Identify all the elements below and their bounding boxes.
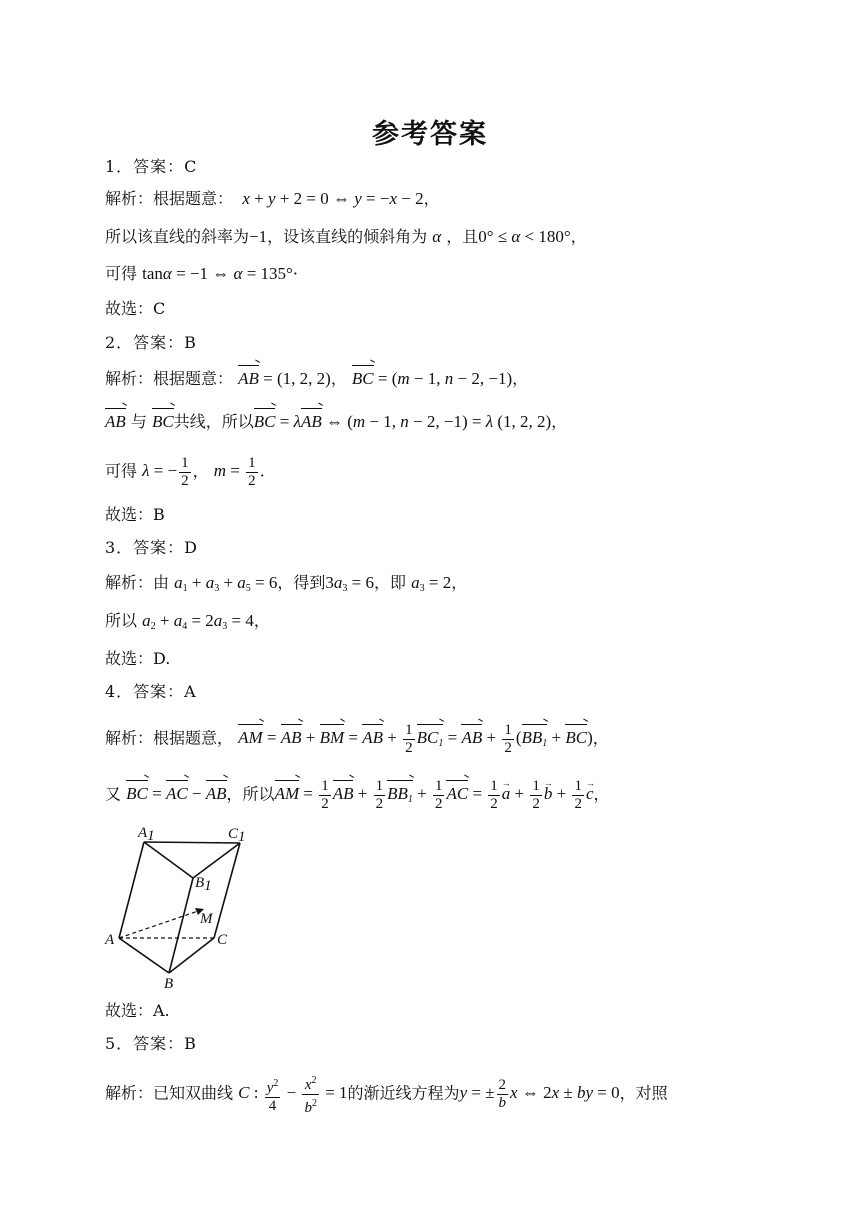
q4-choice: 故选：A. bbox=[105, 1001, 170, 1020]
q3-sum-eq: $a_1 + a_3 + a_5 = 6$ bbox=[174, 573, 278, 594]
q1-result-prefix: 可得 bbox=[105, 264, 138, 283]
q3-choice: 故选：D. bbox=[105, 649, 171, 668]
q1-answer: 1．答案：C bbox=[105, 157, 198, 176]
q3-analysis-prefix: 解析：由 bbox=[105, 573, 170, 592]
q2-bc: BC bbox=[152, 412, 174, 431]
q1-slope-text: 所以该直线的斜率为 bbox=[105, 227, 250, 246]
q2-with-text: 与 bbox=[130, 412, 147, 431]
q5-answer: 5．答案：B bbox=[105, 1034, 197, 1053]
q4-am-result: AM = $\frac{1}{2}$ AB + $\frac{1}{2}$ $BB_1$ + $\frac{1}{2}$ AC = $\frac{1}{2}$ a → + $\frac{1}{2}$ b → + $\frac{1}{2}$ c → bbox=[275, 784, 594, 803]
edge-a1c1 bbox=[144, 842, 240, 843]
q4-am-expansion: AM = AB + BM = AB + $\frac{1}{2}$ $BC_1$ = AB + $\frac{1}{2}$ $(BB_1 + BC)$ bbox=[238, 722, 593, 756]
q3-result-line: 所以 $a_2 + a_4 = 2a_3 = 4$， bbox=[105, 611, 270, 632]
edge-ab bbox=[119, 938, 169, 973]
q3-analysis: 解析：由 $a_1 + a_3 + a_5 = 6$，得到$3a_3 = 6$，即 $a_3 = 2$， bbox=[105, 573, 468, 594]
q5-analysis bbox=[105, 1072, 668, 1117]
q2-result-line: 可得 λ = − $\frac{1}{2}$ ， m = $\frac{1}{2}$ . bbox=[105, 455, 265, 489]
q5-end-text: ，对照 bbox=[619, 1083, 668, 1103]
q2-choice: 故选：B bbox=[105, 505, 165, 524]
q4-analysis-prefix: 解析：根据题意， bbox=[105, 728, 234, 748]
q2-vector-bc: BC = (m − 1, n − 2, −1) bbox=[352, 369, 512, 388]
q3-ie-text: ，即 bbox=[374, 573, 407, 592]
prism-figure bbox=[100, 820, 260, 990]
label-c1: C1 bbox=[228, 826, 246, 845]
q1-analysis-prefix: 解析：根据题意： bbox=[105, 189, 234, 208]
label-c: C bbox=[217, 932, 228, 948]
segment-am-hidden bbox=[119, 909, 204, 938]
q3-get-text: ，得到 bbox=[277, 573, 326, 592]
q1-result-line: 可得 tanα = −1 ⇔ α = 135°· bbox=[105, 264, 298, 283]
q5-analysis-prefix: 解析：已知双曲线 bbox=[105, 1083, 234, 1103]
edge-b1b bbox=[169, 878, 193, 973]
q2-collinear-line: AB 与 BC共线，所以BC = λAB ⇔ (m − 1, n − 2, −1) = λ (1, 2, 2)， bbox=[105, 410, 567, 434]
q1-choice: 故选：C bbox=[105, 299, 166, 318]
q1-angle-text: ，设该直线的倾斜角为 bbox=[267, 227, 428, 246]
q3-3a3: $3a_3 = 6$ bbox=[325, 573, 374, 594]
page-title: 参考答案 bbox=[372, 119, 488, 150]
q5-asymptote: y = ± $\frac{2}{b}$ x ⇔ 2x ± by = 0 bbox=[459, 1077, 620, 1111]
q1-slope-line: 所以该直线的斜率为−1，设该直线的倾斜角为 α ，且0° ≤ α < 180°， bbox=[105, 227, 587, 246]
q2-vector-ab: AB = (1, 2, 2) bbox=[238, 369, 331, 388]
label-m: M bbox=[200, 911, 213, 927]
q1-and-text: ，且 bbox=[446, 227, 479, 246]
q4-analysis: 解析：根据题意， AM = AB + BM = AB + $\frac{1}{2}$ $BC_1$ = AB + $\frac{1}{2}$ $(BB_1 + BC)$， bbox=[105, 722, 609, 756]
q4-bc-eq: BC = AC − AB bbox=[126, 784, 226, 803]
edge-c1c bbox=[214, 843, 240, 938]
label-a: A bbox=[105, 932, 115, 948]
q2-collinear-text: 共线，所以 bbox=[173, 412, 254, 431]
q2-result-prefix: 可得 bbox=[105, 461, 138, 481]
q3-a3: $a_3 = 2$ bbox=[411, 573, 452, 594]
q1-result: tanα = −1 ⇔ α = 135° bbox=[142, 264, 293, 283]
q3-answer: 3．答案：D bbox=[105, 538, 199, 557]
q4-answer: 4．答案：A bbox=[105, 682, 197, 701]
q1-alpha: α bbox=[432, 227, 442, 246]
q4-so-text: ，所以 bbox=[226, 784, 275, 804]
q3-result-prefix: 所以 bbox=[105, 611, 138, 630]
edge-a1b1 bbox=[144, 842, 193, 878]
q3-result: $a_2 + a_4 = 2a_3 = 4$ bbox=[142, 611, 254, 632]
edge-a1a bbox=[119, 842, 144, 938]
q2-analysis: 解析：根据题意： AB = (1, 2, 2)， BC = (m − 1, n − 2, −1)， bbox=[105, 367, 528, 391]
edge-b1c1 bbox=[193, 843, 240, 878]
q4-result-prefix: 又 bbox=[105, 784, 122, 804]
label-b: B bbox=[164, 976, 174, 990]
q4-result-line: 又 BC = AC − AB，所以AM = $\frac{1}{2}$ AB + $\frac{1}{2}$ $BB_1$ + $\frac{1}{2}$ AC = $\frac{1}{2}$ a → + $\frac{1}{2}$ b → + $\frac{1}{2}$ c →， bbox=[105, 778, 610, 813]
q2-lambda-eq: BC = λAB ⇔ (m − 1, n − 2, −1) = λ (1, 2, 2) bbox=[254, 412, 551, 431]
q5-hyperbola: C : $\frac{y^2}{4}$ − $\frac{x^2}{b^2}$ = 1 bbox=[238, 1083, 347, 1102]
q1-equation: x + y + 2 = 0 ⇔ y = −x − 2 bbox=[242, 189, 424, 208]
label-b1: B1 bbox=[195, 875, 212, 894]
q5-asymptote-text: 的渐近线方程为 bbox=[347, 1083, 460, 1103]
q1-range: 0° ≤ α < 180° bbox=[478, 227, 571, 246]
q2-answer: 2．答案：B bbox=[105, 333, 197, 352]
label-a1: A1 bbox=[138, 825, 155, 844]
q1-slope-value: −1 bbox=[249, 227, 268, 246]
q1-analysis: 解析：根据题意： x + y + 2 = 0 ⇔ y = −x − 2， bbox=[105, 189, 440, 208]
q2-lambda-value: λ = − $\frac{1}{2}$ bbox=[142, 455, 189, 489]
q2-ab: AB bbox=[105, 412, 126, 431]
q2-analysis-prefix: 解析：根据题意： bbox=[105, 369, 234, 388]
q2-m-value: m = $\frac{1}{2}$ bbox=[213, 455, 256, 489]
